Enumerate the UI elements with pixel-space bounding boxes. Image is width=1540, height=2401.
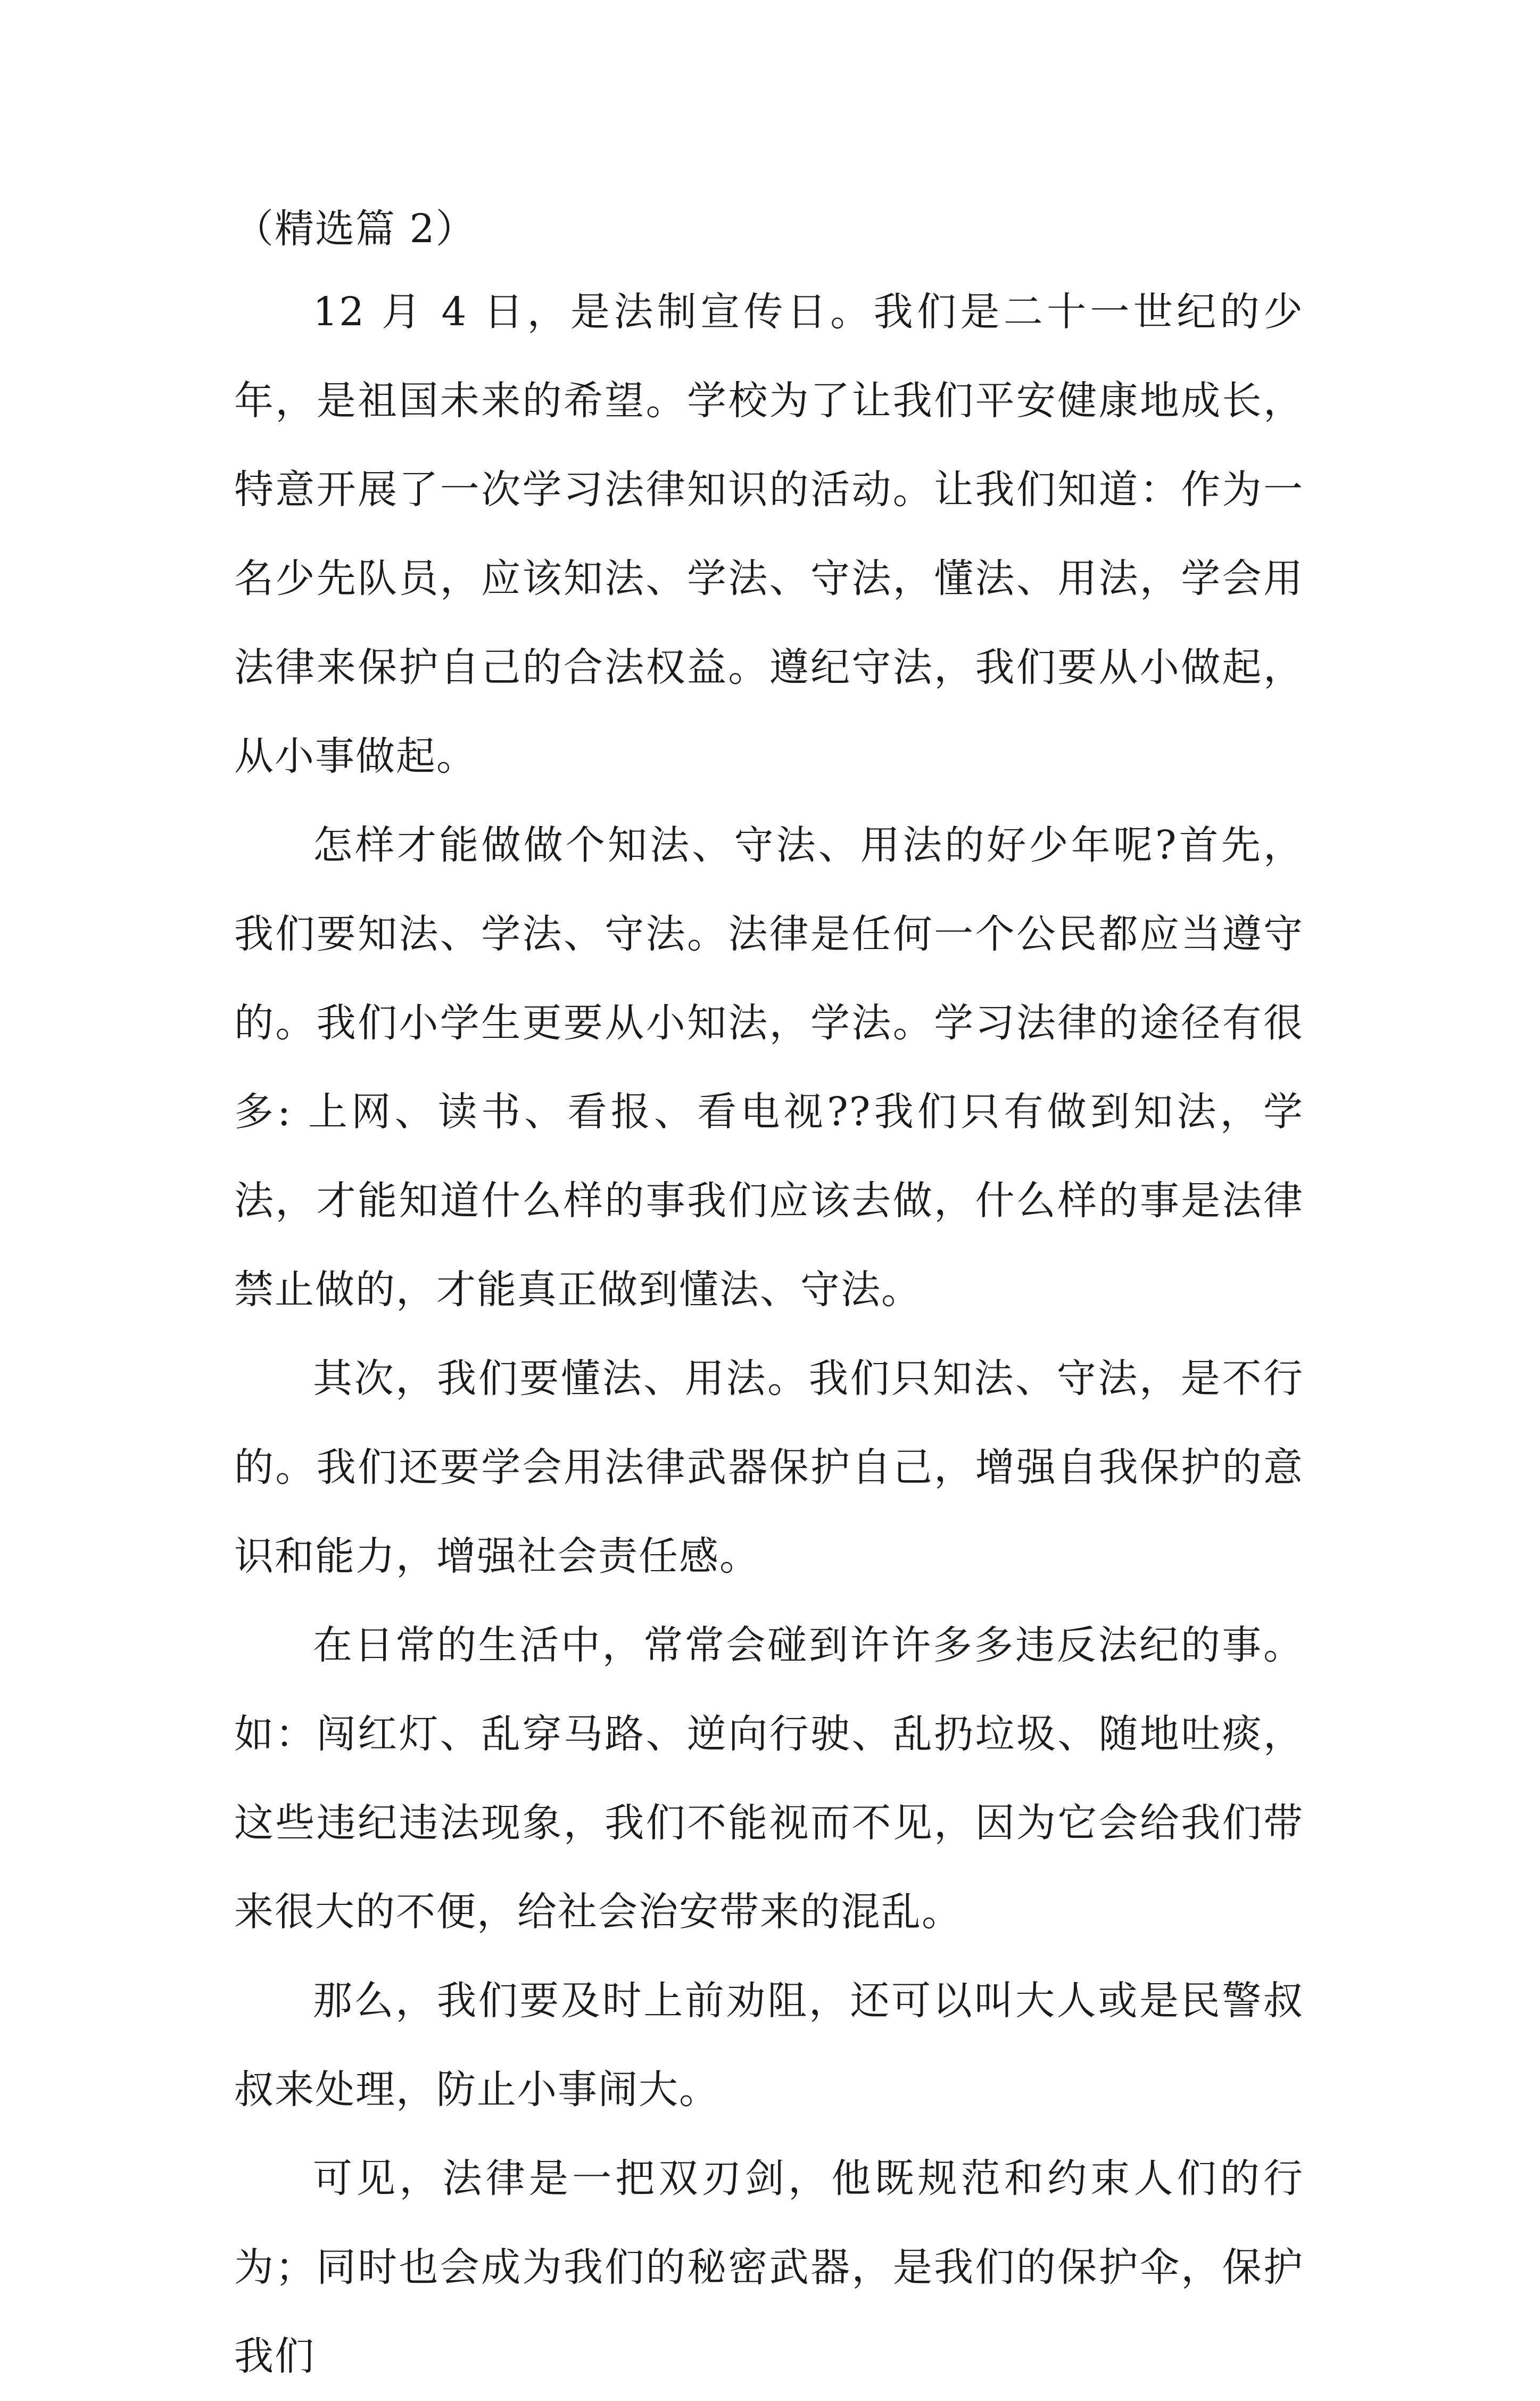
paragraph: 怎样才能做做个知法、守法、用法的好少年呢?首先，我们要知法、学法、守法。法律是任何一个公民都应当遵守的。我们小学生更要从小知法，学法。学习法律的途径有很多: 上网、读书、看报、看电视??我们只有做到知法，学法，才能知道什么样的事我们应该去做，什么样的事是法律禁止做的，才能真正做到懂法、守法。: [234, 822, 1304, 1313]
paragraph: 在日常的生活中，常常会碰到许许多多违反法纪的事。如：闯红灯、乱穿马路、逆向行驶、乱扔垃圾、随地吐痰，这些违纪违法现象，我们不能视而不见，因为它会给我们带来很大的不便，给社会治安带来的混乱。: [234, 1622, 1304, 1935]
document-heading: （精选篇 2）: [234, 206, 476, 252]
paragraph: 那么，我们要及时上前劝阻，还可以叫大人或是民警叔叔来处理，防止小事闹大。: [234, 1978, 1304, 2113]
document-body: [234, 200, 1304, 2401]
paragraph: 12 月 4 日，是法制宣传日。我们是二十一世纪的少年，是祖国未来的希望。学校为了让我们平安健康地成长，特意开展了一次学习法律知识的活动。让我们知道：作为一名少先队员，应该知法、学法、守法，懂法、用法，学会用法律来保护自己的合法权益。遵纪守法，我们要从小做起，从小事做起。: [234, 289, 1304, 779]
paragraph: 其次，我们要懂法、用法。我们只知法、守法，是不行的。我们还要学会用法律武器保护自己，增强自我保护的意识和能力，增强社会责任感。: [234, 1356, 1304, 1579]
paragraph: 可见，法律是一把双刃剑，他既规范和约束人们的行为；同时也会成为我们的秘密武器，是我们的保护伞，保护我们: [234, 2156, 1304, 2379]
